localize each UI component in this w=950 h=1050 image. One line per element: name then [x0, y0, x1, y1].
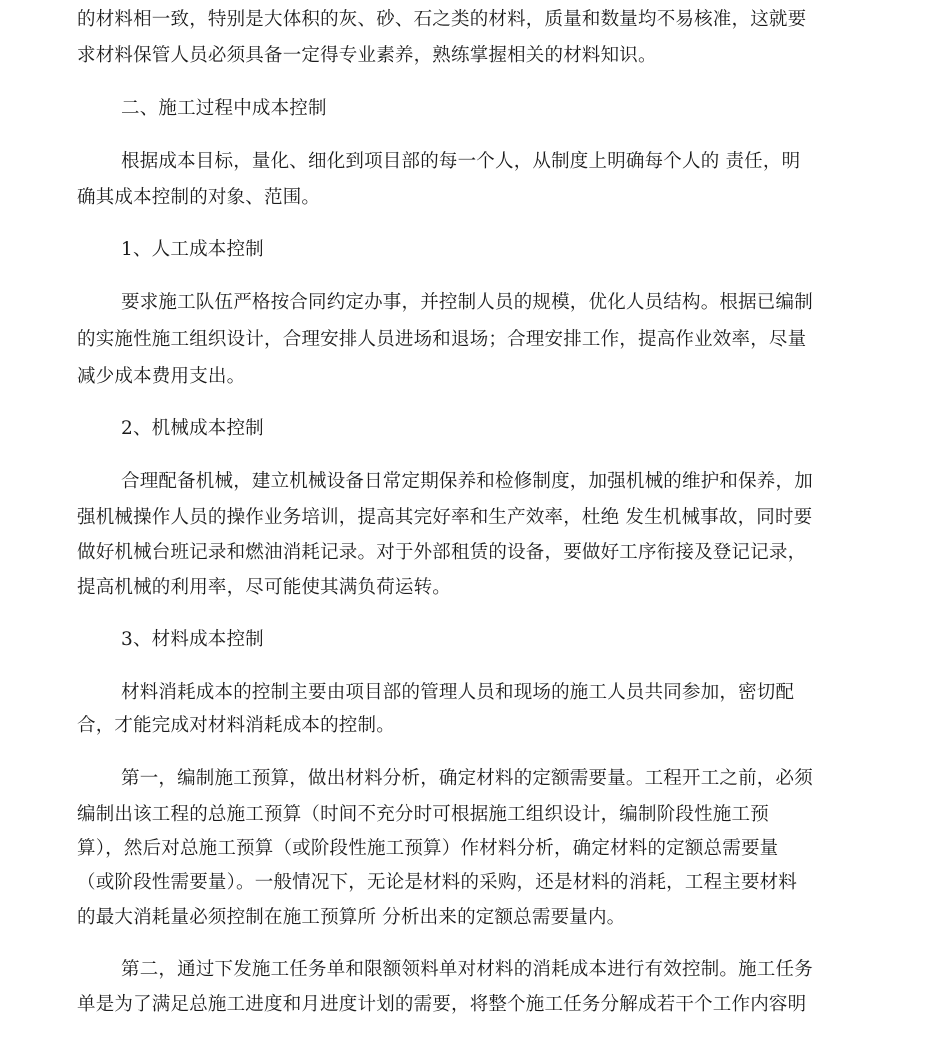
body-text-line: 确其成本控制的对象、范围。 [77, 187, 321, 208]
body-text-line: 的最大消耗量必须控制在施工预算所 分析出来的定额总需要量内。 [77, 907, 626, 928]
body-text-line: 算），然后对总施工预算（或阶段性施工预算）作材料分析，确定材料的定额总需要量 [77, 838, 779, 859]
body-text-line: 合理配备机械，建立机械设备日常定期保养和检修制度，加强机械的维护和保养，加 [121, 471, 813, 492]
body-text-line: 根据成本目标，量化、细化到项目部的每一个人，从制度上明确每个人的 责任，明 [121, 151, 801, 172]
body-text-line: 提高机械的利用率，尽可能使其满负荷运转。 [77, 577, 452, 598]
body-text-line: 的实施性施工组织设计，合理安排人员进场和退场；合理安排工作，提高作业效率，尽量 [77, 329, 807, 350]
subsection-heading: 1、人工成本控制 [121, 239, 264, 260]
body-text-line: 合，才能完成对材料消耗成本的控制。 [77, 715, 395, 736]
body-text-line: 第一，编制施工预算，做出材料分析，确定材料的定额需要量。工程开工之前，必须 [121, 768, 813, 789]
body-text-line: 第二，通过下发施工任务单和限额领料单对材料的消耗成本进行有效控制。施工任务 [121, 959, 813, 980]
body-text-line: 求材料保管人员必须具备一定得专业素养，熟练掌握相关的材料知识。 [77, 45, 657, 66]
body-text-line: 做好机械台班记录和燃油消耗记录。对于外部租赁的设备，要做好工序衔接及登记记录， [77, 542, 807, 563]
subsection-heading: 3、材料成本控制 [121, 629, 264, 650]
subsection-heading: 2、机械成本控制 [121, 418, 264, 439]
section-heading: 二、施工过程中成本控制 [121, 98, 327, 119]
body-text-line: 强机械操作人员的操作业务培训，提高其完好率和生产效率，杜绝 发生机械事故，同时要 [77, 507, 813, 528]
body-text-line: 编制出该工程的总施工预算（时间不充分时可根据施工组织设计，编制阶段性施工预 [77, 804, 769, 825]
body-text-line: 材料消耗成本的控制主要由项目部的管理人员和现场的施工人员共同参加，密切配 [121, 682, 795, 703]
body-text-line: 单是为了满足总施工进度和月进度计划的需要，将整个施工任务分解成若干个工作内容明 [77, 994, 807, 1015]
body-text-line: （或阶段性需要量）。一般情况下，无论是材料的采购，还是材料的消耗，工程主要材料 [77, 872, 798, 893]
body-text-line: 减少成本费用支出。 [77, 366, 246, 387]
body-text-line: 要求施工队伍严格按合同约定办事，并控制人员的规模，优化人员结构。根据已编制 [121, 292, 813, 313]
body-text-line: 的材料相一致，特别是大体积的灰、砂、石之类的材料，质量和数量均不易核准，这就要 [77, 9, 807, 30]
